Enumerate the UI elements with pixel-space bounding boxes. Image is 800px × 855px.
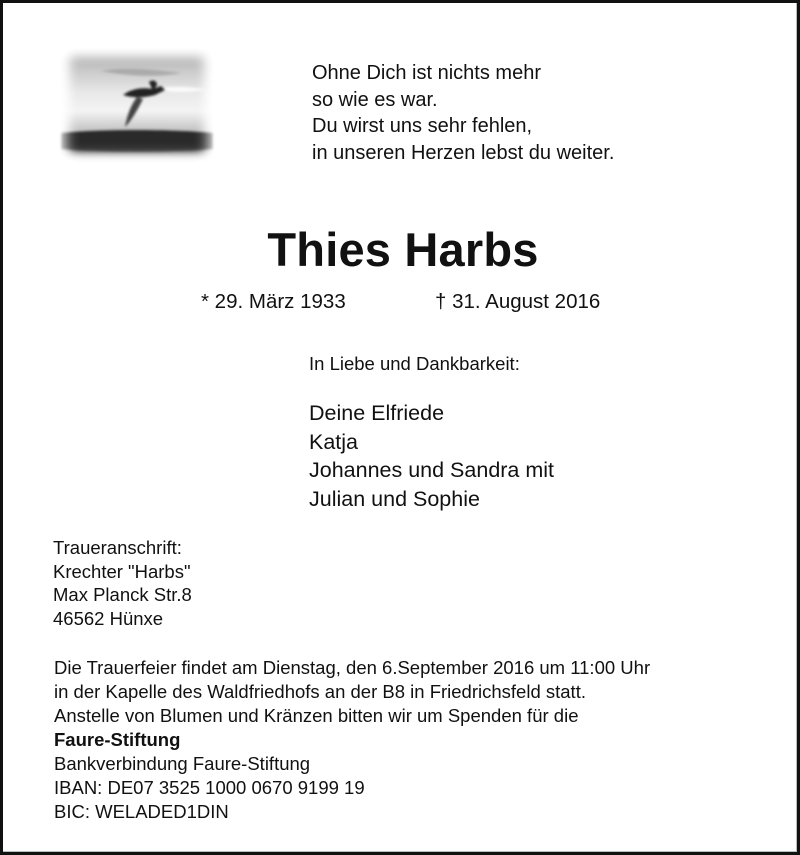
mourner-name: Deine Elfriede: [309, 401, 445, 425]
deceased-name: Thies Harbs: [267, 223, 539, 276]
bic-line: BIC: WELADED1DIN: [54, 801, 229, 822]
iban-line: IBAN: DE07 3525 1000 0670 9199 19: [54, 777, 365, 798]
poem: [312, 60, 614, 166]
address-line: Traueranschrift:: [53, 537, 182, 558]
seagull-photo: [55, 43, 219, 168]
mourner-name: Julian und Sophie: [309, 486, 480, 511]
photo-vignette: [55, 43, 219, 168]
funeral-info: [54, 656, 650, 824]
info-line: Anstelle von Blumen und Kränzen bitten wir um Spenden für die: [54, 705, 579, 726]
bank-line: Bankverbindung Faure-Stiftung: [54, 753, 311, 774]
mourners-list: [309, 399, 554, 513]
mourner-name: Katja: [309, 429, 359, 454]
address-line: 46562 Hünxe: [53, 607, 164, 629]
info-line: in der Kapelle des Waldfriedhofs an der B8 in Friedrichsfeld statt.: [54, 681, 586, 702]
mourning-address: [53, 536, 192, 630]
info-line: Die Trauerfeier findet am Dienstag, den 6.September 2016 um 11:00 Uhr: [54, 657, 651, 678]
poem-line: so wie es war.: [312, 88, 438, 111]
poem-line: in unseren Herzen lebst du weiter.: [312, 141, 615, 164]
death-date: † 31. August 2016: [435, 290, 601, 313]
poem-line: Ohne Dich ist nichts mehr: [312, 62, 541, 84]
address-line: Krechter "Harbs": [53, 560, 191, 582]
address-line: Max Planck Str.8: [53, 584, 192, 605]
foundation-name: Faure-Stiftung: [54, 729, 181, 750]
birth-date: * 29. März 1933: [201, 290, 346, 313]
mourners-intro: In Liebe und Dankbarkeit:: [309, 353, 520, 374]
mourner-name: Johannes und Sandra mit: [309, 458, 555, 482]
poem-line: Du wirst uns sehr fehlen,: [312, 115, 533, 137]
